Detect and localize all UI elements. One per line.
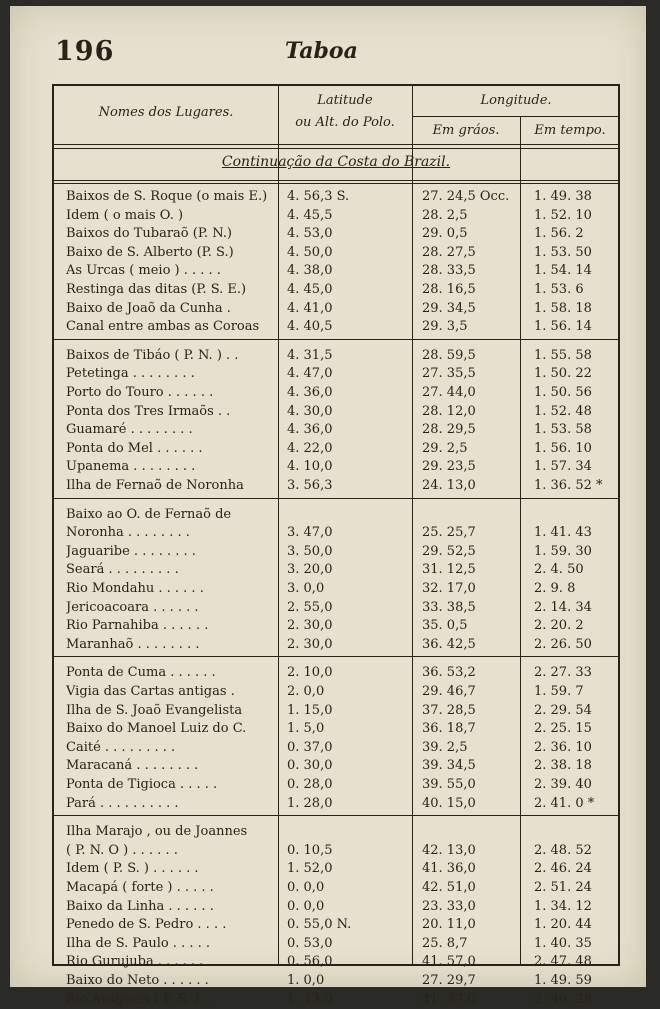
- table-row: [54, 347, 618, 365]
- table-row: [54, 953, 618, 971]
- longitude-degrees: 27. 24,5 Occ.: [422, 189, 510, 204]
- longitude-degrees: 37. 28,5: [422, 702, 476, 718]
- place-name: Baixo do Manoel Luiz do C.: [66, 721, 247, 737]
- longitude-degrees: 29. 34,5: [422, 300, 476, 316]
- longitude-degrees: 25. 25,7: [422, 525, 476, 541]
- table-row: [54, 403, 618, 421]
- latitude-value: 4. 45,0: [287, 282, 333, 297]
- latitude-value: 2. 0,0: [287, 684, 325, 699]
- place-name: Rio Mondahu . . . . . .: [66, 581, 204, 596]
- latitude-value: 0. 55,0 N.: [287, 917, 352, 933]
- place-name: Ponta dos Tres Irmaõs . .: [66, 403, 231, 419]
- longitude-time: 1. 49. 38: [534, 189, 592, 204]
- place-name: Ponta de Cuma . . . . . .: [66, 665, 216, 681]
- longitude-time: 2. 4. 50: [534, 562, 584, 578]
- longitude-time: 1. 53. 50: [534, 244, 592, 260]
- longitude-time: 2. 48. 52: [534, 842, 592, 858]
- latitude-value: 3. 0,0: [287, 581, 325, 596]
- table-row: [54, 617, 618, 635]
- table-row: [54, 823, 618, 841]
- longitude-degrees: 39. 2,5: [422, 739, 468, 755]
- longitude-time: 1. 52. 48: [534, 403, 592, 419]
- place-name: Vigia das Cartas antigas .: [66, 684, 235, 699]
- latitude-value: 3. 47,0: [287, 525, 333, 541]
- latitude-value: 2. 30,0: [287, 636, 333, 652]
- latitude-value: 4. 22,0: [287, 440, 333, 456]
- place-name: Maranhaõ . . . . . . . .: [66, 636, 200, 652]
- table-row: [54, 262, 618, 280]
- place-name: Jaguaribe . . . . . . . .: [66, 543, 196, 559]
- place-name: Upanema . . . . . . . .: [66, 459, 196, 475]
- longitude-time: 2. 36. 10: [534, 739, 592, 755]
- table-row: [54, 842, 618, 860]
- longitude-degrees: 32. 17,0: [422, 581, 476, 596]
- col-header-longitude: Longitude.: [480, 93, 552, 108]
- place-name: Baixos de Tibáo ( P. N. ) . .: [66, 347, 239, 363]
- longitude-time: 2. 41. 0 *: [534, 795, 595, 811]
- table-row: [54, 720, 618, 738]
- place-name: Rio Araguari ( P. S. ) . .: [66, 991, 217, 1007]
- table-row: [54, 599, 618, 617]
- longitude-degrees: 29. 46,7: [422, 684, 476, 699]
- latitude-value: 0. 37,0: [287, 739, 333, 755]
- longitude-time: 1. 53. 58: [534, 422, 592, 438]
- place-name: Ponta do Mel . . . . . .: [66, 440, 203, 456]
- table-row: [54, 440, 618, 458]
- longitude-degrees: 28. 16,5: [422, 282, 476, 297]
- col-header-degrees: Em gráos.: [432, 123, 500, 138]
- latitude-value: 4. 53,0: [287, 226, 333, 242]
- longitude-time: 2. 29. 54: [534, 702, 592, 718]
- longitude-degrees: 36. 53,2: [422, 665, 476, 681]
- table-row: [54, 795, 618, 813]
- longitude-degrees: 33. 38,5: [422, 599, 476, 615]
- longitude-degrees: 24. 13,0: [422, 478, 476, 493]
- table-row: [54, 683, 618, 701]
- group-separator: [54, 815, 618, 816]
- latitude-value: 4. 50,0: [287, 244, 333, 260]
- table-row: [54, 935, 618, 953]
- longitude-degrees: 28. 2,5: [422, 207, 468, 223]
- table-row: [54, 543, 618, 561]
- longitude-time: 2. 39. 40: [534, 777, 592, 792]
- page-header: [55, 36, 615, 76]
- place-name: Idem ( o mais O. ): [66, 207, 184, 223]
- longitude-time: 1. 36. 52 *: [534, 478, 603, 493]
- latitude-value: 2. 10,0: [287, 665, 333, 681]
- latitude-value: 4. 36,0: [287, 422, 333, 438]
- place-name: Ilha Marajo , ou de Joannes: [66, 824, 248, 840]
- longitude-time: 2. 46. 28: [534, 991, 592, 1007]
- place-name: Baixo da Linha . . . . . .: [66, 898, 214, 914]
- place-name: Guamaré . . . . . . . .: [66, 422, 193, 438]
- longitude-degrees: 20. 11,0: [422, 917, 476, 933]
- place-name: Noronha . . . . . . . .: [66, 525, 190, 541]
- table-row: [54, 365, 618, 383]
- latitude-value: 1. 28,0: [287, 795, 333, 811]
- longitude-degrees: 42. 13,0: [422, 842, 476, 858]
- longitude-degrees: 28. 12,0: [422, 403, 476, 419]
- place-name: Maracaná . . . . . . . .: [66, 758, 199, 774]
- longitude-time: 1. 59. 30: [534, 543, 592, 559]
- latitude-value: 0. 10,5: [287, 842, 333, 858]
- place-name: Ilha de S. Paulo . . . . .: [66, 935, 210, 951]
- table-row: [54, 225, 618, 243]
- longitude-time: 1. 40. 35: [534, 935, 592, 951]
- book-page: [10, 6, 646, 1007]
- longitude-time: 2. 51. 24: [534, 880, 592, 895]
- longitude-time: 2. 38. 18: [534, 758, 592, 774]
- longitude-time: 1. 58. 18: [534, 300, 592, 316]
- longitude-degrees: 27. 44,0: [422, 385, 476, 400]
- table-row: [54, 972, 618, 990]
- latitude-value: 2. 55,0: [287, 599, 333, 615]
- coordinates-table: [52, 84, 620, 1007]
- group-separator: [54, 339, 618, 340]
- group-separator: [54, 656, 618, 657]
- longitude-degrees: 28. 33,5: [422, 263, 476, 279]
- longitude-time: 1. 50. 22: [534, 366, 592, 382]
- table-row: [54, 477, 618, 495]
- latitude-value: 0. 53,0: [287, 935, 333, 951]
- table-row: [54, 664, 618, 682]
- place-name: Pará . . . . . . . . . .: [66, 795, 179, 811]
- table-row: [54, 898, 618, 916]
- latitude-value: 0. 0,0: [287, 880, 325, 895]
- longitude-degrees: 25. 8,7: [422, 935, 468, 951]
- longitude-time: 1. 57. 34: [534, 459, 592, 475]
- longitude-degrees: 36. 42,5: [422, 636, 476, 652]
- table-row: [54, 580, 618, 598]
- latitude-value: 4. 30,0: [287, 403, 333, 419]
- longitude-time: 1. 54. 14: [534, 263, 592, 279]
- longitude-degrees: 29. 52,5: [422, 543, 476, 559]
- longitude-time: 1. 55. 58: [534, 347, 592, 363]
- longitude-time: 2. 9. 8: [534, 581, 576, 596]
- place-name: Ilha de S. Joaõ Evangelista: [66, 702, 243, 718]
- longitude-time: 2. 26. 50: [534, 636, 592, 652]
- table-row: [54, 300, 618, 318]
- latitude-value: 4. 10,0: [287, 459, 333, 475]
- longitude-degrees: 28. 59,5: [422, 347, 476, 363]
- place-name: Caité . . . . . . . . .: [66, 739, 176, 755]
- longitude-time: 1. 52. 10: [534, 207, 592, 223]
- latitude-value: 1. 5,0: [287, 721, 325, 737]
- place-name: Petetinga . . . . . . . .: [66, 366, 195, 382]
- latitude-value: 4. 40,5: [287, 319, 333, 335]
- place-name: Rio Parnahiba . . . . . .: [66, 618, 209, 634]
- longitude-degrees: 27. 35,5: [422, 366, 476, 382]
- running-title: Taboa: [285, 38, 358, 64]
- latitude-value: 0. 56,0: [287, 954, 333, 970]
- place-name: Seará . . . . . . . . .: [66, 562, 179, 578]
- longitude-time: 2. 47. 48: [534, 954, 592, 970]
- longitude-time: 2. 14. 34: [534, 599, 592, 615]
- longitude-time: 1. 34. 12: [534, 898, 592, 914]
- longitude-time: 1. 56. 14: [534, 319, 592, 335]
- table-row: [54, 188, 618, 206]
- longitude-degrees: 31. 12,5: [422, 562, 476, 578]
- longitude-degrees: 28. 29,5: [422, 422, 476, 438]
- longitude-degrees: 41. 36,0: [422, 861, 476, 877]
- latitude-value: 2. 30,0: [287, 618, 333, 634]
- longitude-time: 1. 53. 6: [534, 282, 584, 297]
- longitude-time: 2. 27. 33: [534, 665, 592, 681]
- latitude-value: 0. 0,0: [287, 898, 325, 914]
- place-name: Ilha de Fernaõ de Noronha: [66, 478, 244, 493]
- longitude-degrees: 35. 0,5: [422, 618, 468, 634]
- table-row: [54, 860, 618, 878]
- place-name: Baixos de S. Roque (o mais E.): [66, 189, 268, 204]
- longitude-degrees: 23. 33,0: [422, 898, 476, 914]
- table-row: [54, 506, 618, 524]
- table-row: [54, 384, 618, 402]
- latitude-value: 0. 30,0: [287, 758, 333, 774]
- longitude-degrees: 29. 2,5: [422, 440, 468, 456]
- place-name: Idem ( P. S. ) . . . . . .: [66, 861, 199, 877]
- col-header-latitude: Latitude: [317, 93, 373, 108]
- section-title: Continuação da Costa do Brazil.: [221, 154, 451, 170]
- latitude-value: 1. 52,0: [287, 861, 333, 877]
- latitude-value: 4. 36,0: [287, 385, 333, 400]
- longitude-degrees: 40. 15,0: [422, 795, 476, 811]
- table-row: [54, 702, 618, 720]
- table-row: [54, 636, 618, 654]
- longitude-time: 2. 25. 15: [534, 721, 592, 737]
- latitude-value: 0. 28,0: [287, 777, 333, 792]
- table-row: [54, 757, 618, 775]
- longitude-time: 1. 49. 59: [534, 973, 592, 988]
- longitude-time: 1. 20. 44: [534, 917, 592, 933]
- place-name: As Urcas ( meio ) . . . . .: [66, 263, 221, 279]
- longitude-time: 1. 56. 2: [534, 226, 584, 242]
- table-row: [54, 421, 618, 439]
- latitude-value: 4. 41,0: [287, 300, 333, 316]
- longitude-degrees: 29. 0,5: [422, 226, 468, 242]
- longitude-degrees: 36. 18,7: [422, 721, 476, 737]
- latitude-value: 1. 15,0: [287, 702, 333, 718]
- place-name: Baixo do Neto . . . . . .: [66, 973, 209, 988]
- latitude-value: 1. 0,0: [287, 973, 325, 988]
- table-row: [54, 244, 618, 262]
- place-name: Baixos do Tubaraõ (P. N.): [66, 226, 232, 242]
- place-name: Jericoacoara . . . . . .: [66, 599, 199, 615]
- table-row: [54, 916, 618, 934]
- longitude-time: 1. 56. 10: [534, 440, 592, 456]
- longitude-time: 1. 50. 56: [534, 385, 592, 400]
- latitude-value: 1. 13,0: [287, 991, 333, 1007]
- place-name: Macapá ( forte ) . . . . .: [66, 880, 214, 895]
- latitude-value: 4. 31,5: [287, 347, 333, 363]
- col-header-latitude-sub: ou Alt. do Polo.: [295, 115, 395, 130]
- longitude-time: 2. 20. 2: [534, 618, 584, 634]
- longitude-degrees: 29. 3,5: [422, 319, 468, 335]
- table-row: [54, 739, 618, 757]
- latitude-value: 3. 56,3: [287, 478, 333, 493]
- table-row: [54, 879, 618, 897]
- longitude-degrees: 28. 27,5: [422, 244, 476, 260]
- place-name: Canal entre ambas as Coroas: [66, 319, 260, 335]
- place-name: Baixo ao O. de Fernaõ de: [66, 506, 232, 522]
- latitude-value: 4. 45,5: [287, 207, 333, 223]
- latitude-value: 4. 56,3 S.: [287, 189, 350, 204]
- place-name: Baixo de S. Alberto (P. S.): [66, 244, 234, 260]
- longitude-time: 1. 41. 43: [534, 525, 592, 541]
- latitude-value: 4. 47,0: [287, 366, 333, 382]
- longitude-degrees: 39. 34,5: [422, 758, 476, 774]
- place-name: Penedo de S. Pedro . . . .: [66, 917, 227, 933]
- table-row: [54, 207, 618, 225]
- place-name: Rio Gurujuba . . . . . .: [66, 954, 204, 970]
- place-name: Baixo de Joaõ da Cunha .: [66, 300, 231, 316]
- place-name: ( P. N. O ) . . . . . .: [66, 842, 178, 858]
- table-row: [54, 991, 618, 1009]
- place-name: Restinga das ditas (P. S. E.): [66, 282, 247, 297]
- place-name: Porto do Touro . . . . . .: [66, 385, 214, 400]
- latitude-value: 3. 20,0: [287, 562, 333, 578]
- table-row: [54, 458, 618, 476]
- longitude-degrees: 42. 51,0: [422, 880, 476, 895]
- table-row: [54, 281, 618, 299]
- table-row: [54, 561, 618, 579]
- place-name: Ponta de Tigioca . . . . .: [66, 777, 218, 792]
- longitude-degrees: 29. 23,5: [422, 459, 476, 475]
- group-separator: [54, 498, 618, 499]
- table-row: [54, 776, 618, 794]
- table-row: [54, 318, 618, 336]
- latitude-value: 4. 38,0: [287, 263, 333, 279]
- longitude-time: 1. 59. 7: [534, 684, 584, 699]
- longitude-degrees: 27. 29,7: [422, 973, 476, 988]
- longitude-degrees: 39. 55,0: [422, 777, 476, 792]
- longitude-time: 2. 46. 24: [534, 861, 592, 877]
- col-header-time: Em tempo.: [534, 123, 606, 138]
- table-row: [54, 524, 618, 542]
- col-header-names: Nomes dos Lugares.: [98, 105, 234, 120]
- latitude-value: 3. 50,0: [287, 543, 333, 559]
- longitude-degrees: 41. 57,0: [422, 954, 476, 970]
- page-number: 196: [55, 36, 115, 67]
- longitude-degrees: 41. 37,0: [422, 991, 476, 1007]
